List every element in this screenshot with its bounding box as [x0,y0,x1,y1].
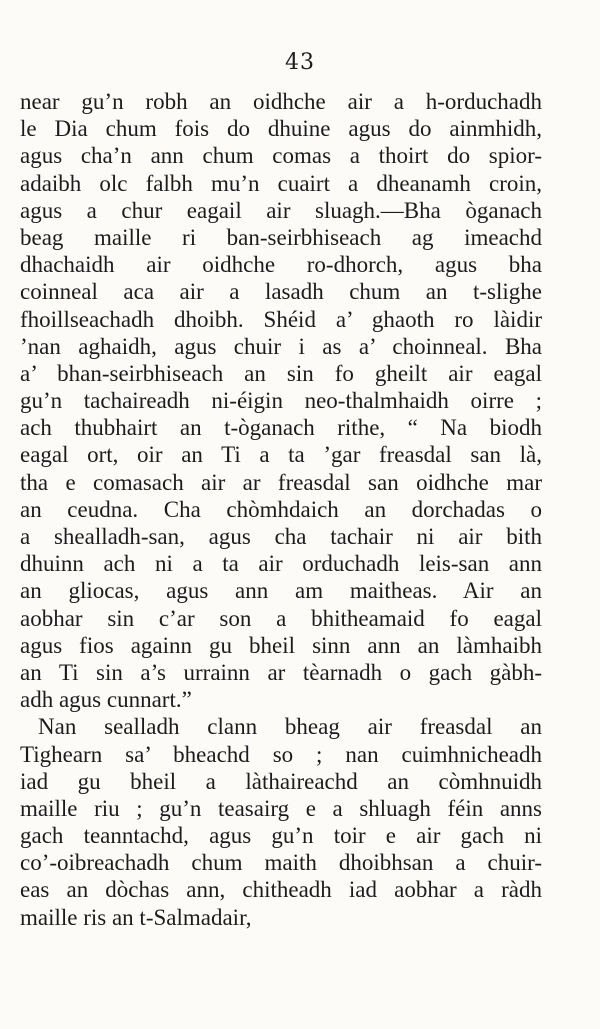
text-line: dhachaidh air oidhche ro-dhorch, agus bha [20,252,542,278]
text-line: co’-oibreachadh chum maith dhoibhsan a chuir- [20,850,542,876]
text-line: beag maille ri ban-seirbhiseach ag imeachd [20,224,542,250]
text-line: an Ti sin a’s urrainn ar tèarnadh o gach gàbh- [20,659,542,685]
text-line: ’nan aghaidh, agus chuir i as a’ choinneal. Bha [20,333,542,359]
text-line: maille riu ; gu’n teasairg e a shluagh féin anns [20,795,542,821]
text-line: ach thubhairt an t-òganach rithe, “ Na biodh [20,415,542,441]
text-line: gu’n tachaireadh ni-éigin neo-thalmhaidh oirre ; [20,388,542,414]
text-line: aobhar sin c’ar son a bhitheamaid fo eagal [20,605,542,631]
text-line: agus a chur eagail air sluagh.—Bha òganach [20,197,542,223]
text-line: iad gu bheil a làthaireachd an còmhnuidh [20,768,542,794]
text-line: a’ bhan-seirbhiseach an sin fo gheilt air eagal [20,360,542,386]
paragraph-2 [20,713,542,931]
text-line: eas an dòchas ann, chitheadh iad aobhar a ràdh [20,877,542,903]
text-line: gach teanntachd, agus gu’n toir e air gach ni [20,823,542,849]
text-line: adh agus cunnart.” [20,687,192,713]
text-line: near gu’n robh an oidhche air a h-orduchadh [20,89,542,114]
text-line: adaibh olc falbh mu’n cuairt a dheanamh croin, [20,170,542,196]
text-line: tha e comasach air ar freasdal san oidhche mar [20,469,542,495]
text-line: an ceudna. Cha chòmhdaich an dorchadas o [20,496,542,522]
text-line: le Dia chum fois do dhuine agus do ainmhidh, [20,116,542,142]
text-line: fhoillseachadh dhoibh. Shéid a’ ghaoth ro làidir [20,306,542,332]
text-line: agus fios againn gu bheil sinn ann an làmhaibh [20,632,542,658]
text-line: maille ris an t-Salmadair, [20,904,252,930]
body-text [20,88,542,931]
text-line: a shealladh-san, agus cha tachair ni air bith [20,524,542,549]
text-line: coinneal aca air a lasadh chum an t-slighe [20,279,542,305]
page-number: 43 [285,50,315,75]
text-line: dhuinn ach ni a ta air orduchadh leis-san ann [20,551,542,577]
text-line: agus cha’n ann chum comas a thoirt do spior- [20,143,542,169]
text-line: Nan sealladh clann bheag air freasdal an [38,714,542,740]
text-line: eagal ort, oir an Ti a ta ’gar freasdal san là, [20,442,542,468]
text-line: Tighearn sa’ bheachd so ; nan cuimhnicheadh [20,741,542,767]
paragraph-1 [20,88,542,713]
text-line: an gliocas, agus ann am maitheas. Air an [20,578,542,604]
